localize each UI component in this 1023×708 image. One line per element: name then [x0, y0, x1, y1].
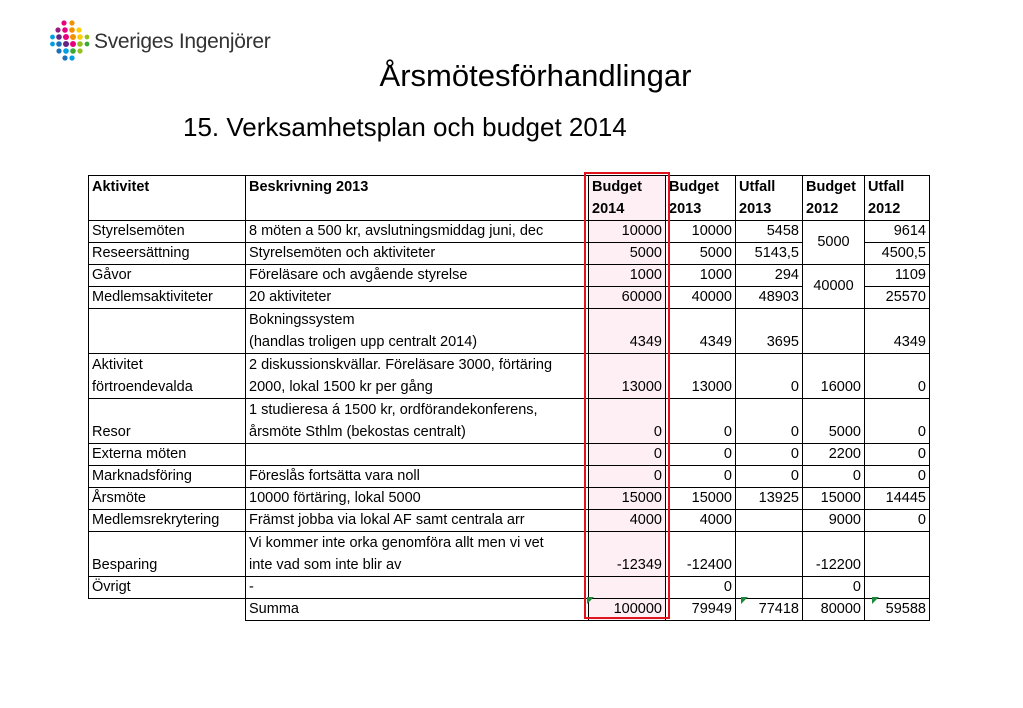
activity-cell: Aktivitet förtroendevalda: [89, 354, 246, 399]
budget-2012-cell: [803, 309, 865, 354]
budget-2012-cell: 0: [803, 466, 865, 488]
outcome-2013-cell: [736, 510, 803, 532]
budget-2013-cell: 4349: [666, 309, 736, 354]
activity-cell: Besparing: [89, 532, 246, 577]
activity-cell: Medlemsrekrytering: [89, 510, 246, 532]
outcome-2013-cell: [736, 532, 803, 577]
description-cell: Bokningssystem (handlas troligen upp centralt 2014): [246, 309, 589, 354]
outcome-2012-cell: 1109: [865, 265, 930, 287]
description-cell: 8 möten a 500 kr, avslutningsmiddag juni, dec: [246, 221, 589, 243]
header-cell: Utfall 2013: [736, 176, 803, 221]
budget-2013-cell: 0: [666, 399, 736, 444]
budget-2013-cell: 10000: [666, 221, 736, 243]
description-cell: 20 aktiviteter: [246, 287, 589, 309]
outcome-2012-cell: 9614: [865, 221, 930, 243]
page-title-text: Årsmötesförhandlingar: [379, 58, 692, 93]
description-cell: -: [246, 577, 589, 599]
outcome-2013-cell: 5458: [736, 221, 803, 243]
activity-cell: Marknadsföring: [89, 466, 246, 488]
budget-2014-cell: 0: [589, 444, 666, 466]
header-cell: Utfall 2012: [865, 176, 930, 221]
outcome-2013-cell: 5143,5: [736, 243, 803, 265]
budget-2014-cell: 4349: [589, 309, 666, 354]
budget-2012-cell: 40000: [803, 265, 865, 309]
page-title: [0, 58, 1023, 94]
outcome-2013-cell: 0: [736, 466, 803, 488]
budget-2012-cell: 16000: [803, 354, 865, 399]
budget-table: [88, 175, 930, 621]
outcome-2013-cell: 3695: [736, 309, 803, 354]
activity-cell: Årsmöte: [89, 488, 246, 510]
activity-cell: Reseersättning: [89, 243, 246, 265]
description-cell: Främst jobba via lokal AF samt centrala arr: [246, 510, 589, 532]
budget-2014-cell: 4000: [589, 510, 666, 532]
formula-marker-icon: [872, 597, 879, 604]
activity-cell: Medlemsaktiviteter: [89, 287, 246, 309]
outcome-2012-sum-cell: 59588: [865, 599, 930, 621]
budget-2014-cell: 5000: [589, 243, 666, 265]
budget-2013-cell: 4000: [666, 510, 736, 532]
formula-marker-icon: [587, 597, 594, 604]
header-cell: Budget 2014: [589, 176, 666, 221]
budget-2013-cell: 13000: [666, 354, 736, 399]
budget-2013-cell: 0: [666, 466, 736, 488]
table-row: [89, 510, 930, 532]
budget-2012-sum-cell: 80000: [803, 599, 865, 621]
outcome-2013-cell: 0: [736, 354, 803, 399]
budget-2014-cell: 1000: [589, 265, 666, 287]
description-cell: Föreläsare och avgående styrelse: [246, 265, 589, 287]
activity-cell: Styrelsemöten: [89, 221, 246, 243]
activity-cell: Övrigt: [89, 577, 246, 599]
header-cell: Budget 2012: [803, 176, 865, 221]
table-row: [89, 577, 930, 599]
outcome-2012-cell: [865, 577, 930, 599]
budget-2013-cell: 40000: [666, 287, 736, 309]
table-row: [89, 265, 930, 287]
activity-cell: [89, 309, 246, 354]
outcome-2012-cell: 0: [865, 354, 930, 399]
budget-2013-cell: 0: [666, 444, 736, 466]
outcome-2012-cell: 14445: [865, 488, 930, 510]
logo-text: Sveriges Ingenjörer: [94, 30, 271, 53]
description-cell: 1 studieresa á 1500 kr, ordförandekonferens, årsmöte Sthlm (bekostas centralt): [246, 399, 589, 444]
description-cell: [246, 444, 589, 466]
outcome-2013-sum-cell: 77418: [736, 599, 803, 621]
description-cell: Vi kommer inte orka genomföra allt men vi vet inte vad som inte blir av: [246, 532, 589, 577]
budget-2013-cell: 5000: [666, 243, 736, 265]
table-row: [89, 532, 930, 577]
budget-2012-cell: 5000: [803, 399, 865, 444]
description-cell: Föreslås fortsätta vara noll: [246, 466, 589, 488]
header-cell: Aktivitet: [89, 176, 246, 221]
budget-2014-cell: 60000: [589, 287, 666, 309]
budget-2014-cell: 0: [589, 466, 666, 488]
outcome-2012-cell: 0: [865, 510, 930, 532]
budget-2014-cell: 10000: [589, 221, 666, 243]
page-subtitle: 15. Verksamhetsplan och budget 2014: [183, 112, 627, 142]
budget-2013-cell: 15000: [666, 488, 736, 510]
description-cell: Styrelsemöten och aktiviteter: [246, 243, 589, 265]
activity-cell: Externa möten: [89, 444, 246, 466]
sum-label-cell: Summa: [246, 599, 589, 621]
sum-row: [89, 599, 930, 621]
table-row: [89, 466, 930, 488]
activity-cell: Resor: [89, 399, 246, 444]
header-cell: Beskrivning 2013: [246, 176, 589, 221]
header-cell: Budget 2013: [666, 176, 736, 221]
outcome-2012-cell: [865, 532, 930, 577]
outcome-2013-cell: 0: [736, 399, 803, 444]
outcome-2013-cell: 13925: [736, 488, 803, 510]
budget-2012-cell: 5000: [803, 221, 865, 265]
budget-2012-cell: 0: [803, 577, 865, 599]
budget-2012-cell: -12200: [803, 532, 865, 577]
table-row: [89, 354, 930, 399]
formula-marker-icon: [741, 597, 748, 604]
budget-2014-cell: 0: [589, 399, 666, 444]
budget-2014-sum-cell: 100000: [589, 599, 666, 621]
outcome-2013-cell: 48903: [736, 287, 803, 309]
budget-2013-cell: -12400: [666, 532, 736, 577]
outcome-2012-cell: 4500,5: [865, 243, 930, 265]
table-row: [89, 399, 930, 444]
outcome-2012-cell: 0: [865, 444, 930, 466]
activity-cell: Gåvor: [89, 265, 246, 287]
budget-2012-cell: 2200: [803, 444, 865, 466]
outcome-2013-cell: 0: [736, 444, 803, 466]
table-header-row: [89, 176, 930, 221]
budget-2013-cell: 1000: [666, 265, 736, 287]
budget-2014-cell: -12349: [589, 532, 666, 577]
outcome-2012-cell: 4349: [865, 309, 930, 354]
budget-2014-cell: 15000: [589, 488, 666, 510]
outcome-2012-cell: 0: [865, 466, 930, 488]
description-cell: 2 diskussionskvällar. Föreläsare 3000, förtäring 2000, lokal 1500 kr per gång: [246, 354, 589, 399]
budget-2013-sum-cell: 79949: [666, 599, 736, 621]
budget-2012-cell: 15000: [803, 488, 865, 510]
budget-2014-highlight-frame: [584, 172, 670, 619]
table-row: [89, 444, 930, 466]
budget-2012-cell: 9000: [803, 510, 865, 532]
table-row: [89, 221, 930, 243]
table-row: [89, 309, 930, 354]
budget-2014-cell: 13000: [589, 354, 666, 399]
description-cell: 10000 förtäring, lokal 5000: [246, 488, 589, 510]
outcome-2013-cell: 294: [736, 265, 803, 287]
empty-cell: [89, 599, 246, 621]
outcome-2012-cell: 25570: [865, 287, 930, 309]
budget-2013-cell: 0: [666, 577, 736, 599]
table-row: [89, 488, 930, 510]
outcome-2012-cell: 0: [865, 399, 930, 444]
outcome-2013-cell: [736, 577, 803, 599]
